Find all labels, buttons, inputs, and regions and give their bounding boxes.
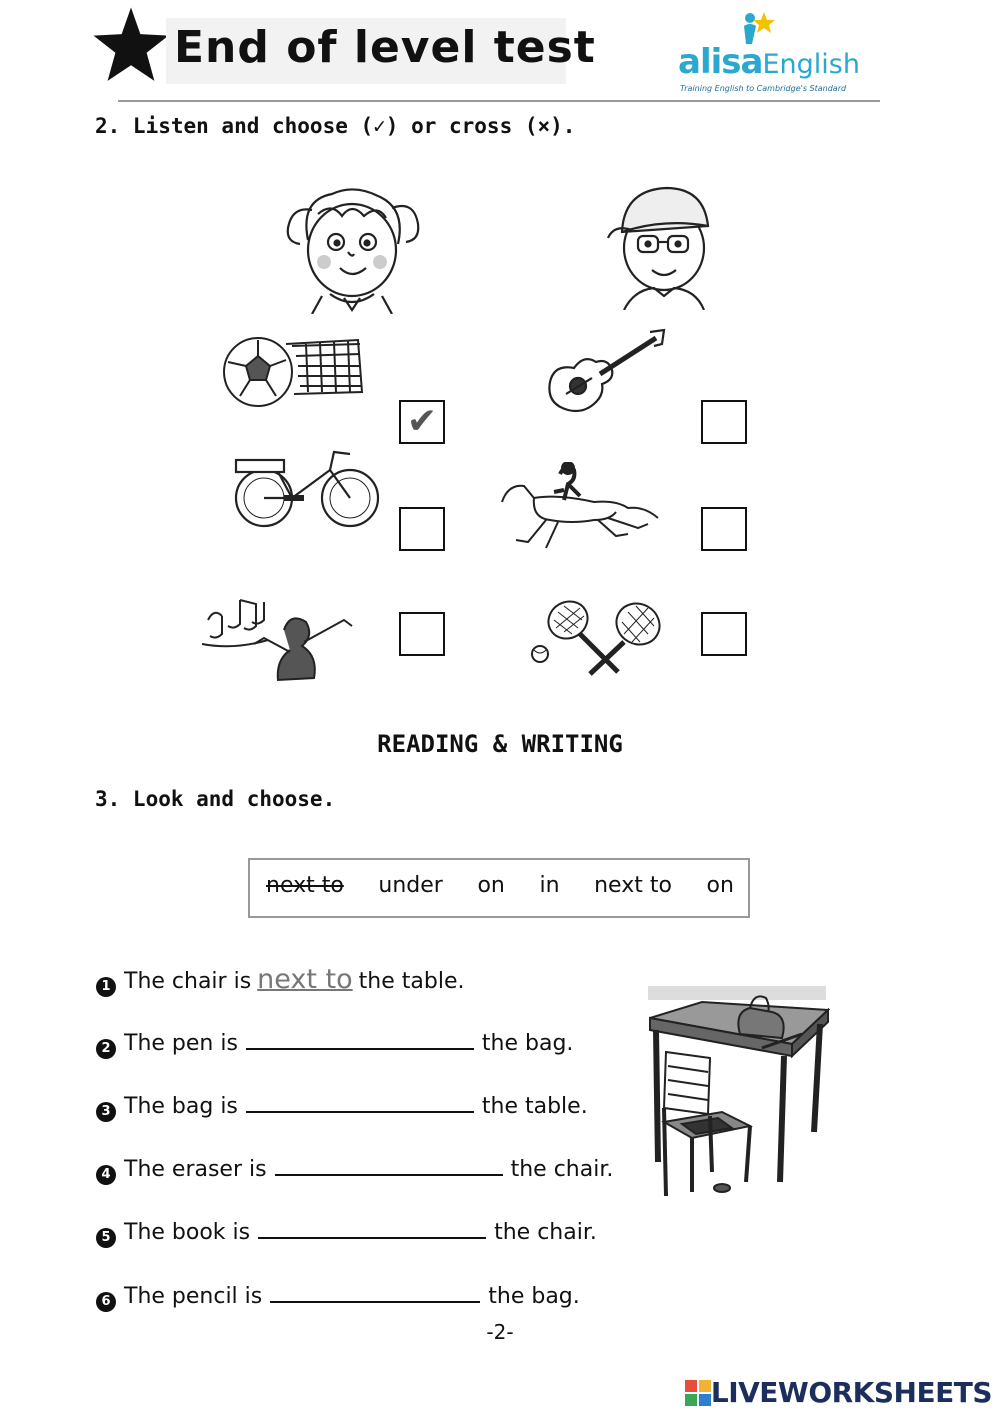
sentence-number: 1 — [96, 977, 116, 997]
listening-instruction: 2. Listen and choose (✓) or cross (×). — [95, 114, 576, 138]
singing-picture — [194, 590, 374, 682]
tennis-picture — [528, 598, 668, 680]
word-option: under — [378, 872, 443, 898]
checkbox-tennis[interactable] — [701, 612, 747, 656]
logo-wordmark — [678, 42, 860, 82]
answer-blank[interactable] — [275, 1158, 503, 1176]
sentence-number: 6 — [96, 1292, 116, 1312]
football-picture — [220, 334, 370, 412]
sentence-number: 4 — [96, 1165, 116, 1185]
sentence-number: 3 — [96, 1102, 116, 1122]
sentence-start: The book is — [124, 1220, 251, 1245]
sentence-2 — [96, 1031, 573, 1057]
word-bank — [248, 858, 750, 918]
checkbox-football[interactable]: ✔ — [399, 400, 445, 444]
sentence-end: the chair. — [510, 1157, 614, 1182]
word-option: on — [706, 872, 734, 898]
sentence-1 — [96, 964, 464, 995]
liveworksheets-logo-icon — [685, 1380, 711, 1406]
word-option: next to — [266, 872, 344, 898]
page-title: End of level test — [174, 22, 596, 73]
sentence-end: the table. — [358, 969, 465, 994]
reading-instruction: 3. Look and choose. — [95, 787, 336, 811]
checkbox-singing[interactable] — [399, 612, 445, 656]
word-option: in — [539, 872, 560, 898]
checkbox-guitar[interactable] — [701, 400, 747, 444]
header-divider — [118, 100, 880, 102]
bike-picture — [230, 446, 384, 530]
word-option: on — [477, 872, 505, 898]
boy-picture — [604, 182, 722, 310]
sentence-number: 5 — [96, 1228, 116, 1248]
sentence-5 — [96, 1220, 597, 1246]
checkbox-bike[interactable] — [399, 507, 445, 551]
guitar-picture — [544, 324, 668, 416]
sentence-6 — [96, 1284, 580, 1310]
sentence-start: The chair is — [124, 969, 252, 994]
sentence-end: the chair. — [494, 1220, 597, 1245]
liveworksheets-watermark — [685, 1376, 992, 1409]
sentence-end: the bag. — [481, 1031, 574, 1056]
sentence-start: The bag is — [124, 1094, 238, 1119]
answer-blank[interactable] — [270, 1285, 480, 1303]
sentence-end: the table. — [481, 1094, 588, 1119]
sentence-end: the bag. — [488, 1284, 580, 1309]
sentence-4 — [96, 1157, 613, 1183]
watermark-text: LIVEWORKSHEETS — [710, 1376, 992, 1409]
sentence-number: 2 — [96, 1039, 116, 1059]
alisa-english-logo — [678, 10, 868, 98]
word-option: next to — [594, 872, 672, 898]
star-icon — [92, 6, 170, 84]
horse-riding-picture — [498, 462, 664, 554]
section-title: READING & WRITING — [377, 730, 623, 758]
logo-brand: alisa — [678, 42, 763, 82]
example-answer: next to — [257, 964, 353, 995]
answer-blank[interactable] — [258, 1221, 486, 1239]
logo-suffix: English — [762, 49, 860, 80]
sentence-3 — [96, 1094, 588, 1120]
answer-blank[interactable] — [246, 1095, 474, 1113]
sentence-start: The eraser is — [124, 1157, 267, 1182]
answer-blank[interactable] — [246, 1032, 474, 1050]
logo-tagline: Training English to Cambridge's Standard — [680, 84, 847, 93]
girl-picture — [282, 180, 424, 314]
page-number: -2- — [486, 1320, 514, 1344]
desk-chair-picture — [642, 982, 832, 1200]
logo-figure-icon — [736, 10, 776, 46]
checkbox-horse-riding[interactable] — [701, 507, 747, 551]
sentence-start: The pencil is — [124, 1284, 263, 1309]
sentence-start: The pen is — [124, 1031, 238, 1056]
